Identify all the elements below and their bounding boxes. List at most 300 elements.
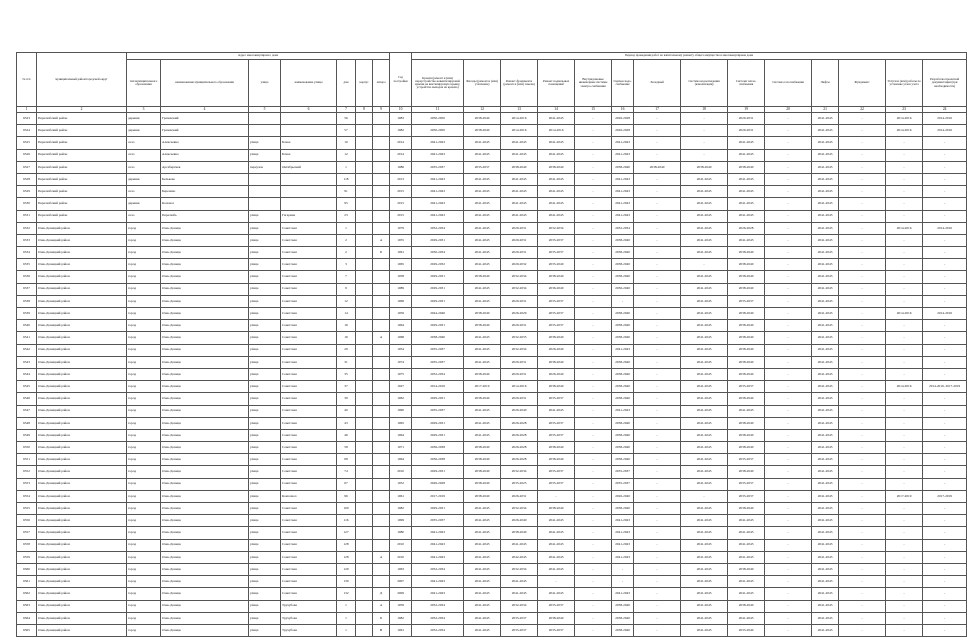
table-cell: Советская [281, 442, 337, 454]
table-cell: - [575, 283, 612, 295]
table-row [17, 551, 967, 563]
table-cell: 2041-2043 [728, 588, 765, 600]
table-cell: 2038-2040 [612, 393, 634, 405]
table-cell: 2038-2040 [538, 332, 575, 344]
table-cell: 2026-2028 [501, 417, 538, 429]
table-cell: Озек-Донецк [161, 417, 249, 429]
table-cell: - [886, 149, 923, 161]
table-cell: улица [249, 600, 281, 612]
table-cell: Озек-Донецкий район [37, 527, 127, 539]
table-cell: улица [249, 429, 281, 441]
table-cell: - [839, 405, 886, 417]
table-cell: 2010 [390, 466, 412, 478]
table-cell: 2017-2019 [886, 490, 923, 502]
table-cell: 6335 [17, 259, 37, 271]
table-cell: 2041-2043 [412, 137, 464, 149]
table-cell: Перелюбский район [37, 137, 127, 149]
table-cell: Озек-Донецкий район [37, 600, 127, 612]
column-number: 18 [681, 107, 728, 113]
table-cell: 2029-2031 [412, 417, 464, 429]
table-cell [373, 563, 390, 575]
table-row [17, 259, 967, 271]
table-cell: - [886, 454, 923, 466]
table-cell: 2026-2040 [501, 515, 538, 527]
table-cell: - [765, 588, 812, 600]
table-cell: - [923, 503, 967, 515]
table-cell: - [923, 442, 967, 454]
table-cell: город [127, 271, 161, 283]
table-cell: 2041-2043 [812, 588, 839, 600]
table-cell: Озек-Донецк [161, 247, 249, 259]
table-cell: - [634, 527, 681, 539]
table-cell: - [886, 503, 923, 515]
table-cell: Озек-Донецк [161, 551, 249, 563]
table-cell: улица [249, 308, 281, 320]
table-cell: 2035-2037 [501, 612, 538, 624]
table-cell: 2038-2040 [464, 320, 501, 332]
table-cell [356, 600, 373, 612]
table-cell: - [575, 186, 612, 198]
table-cell: 39 [337, 393, 356, 405]
table-cell: - [839, 161, 886, 173]
table-cell [356, 125, 373, 137]
table-cell: - [839, 466, 886, 478]
table-cell: - [839, 125, 886, 137]
table-cell: 2041-2043 [501, 210, 538, 222]
table-cell: 2041-2043 [812, 417, 839, 429]
table-cell: Алексеевка [161, 149, 249, 161]
table-cell: 2038-2040 [464, 466, 501, 478]
table-cell [373, 515, 390, 527]
table-cell: улица [249, 539, 281, 551]
table-cell: - [634, 234, 681, 246]
table-cell: - [839, 527, 886, 539]
table-cell: 2014-2016 [886, 222, 923, 234]
table-cell: Озек-Донецкий район [37, 563, 127, 575]
table-cell: улица [249, 405, 281, 417]
table-cell: 2035-2037 [538, 478, 575, 490]
table-cell [356, 429, 373, 441]
table-cell: 2041-2043 [464, 198, 501, 210]
table-cell: 2029-2031 [412, 393, 464, 405]
table-cell: - [886, 442, 923, 454]
table-cell: 2041-2043 [538, 527, 575, 539]
table-cell: 3 [337, 259, 356, 271]
table-cell: 2041-2043 [612, 186, 634, 198]
column-header: Год постройки [390, 53, 412, 107]
table-cell: 2035-2037 [728, 490, 765, 502]
table-cell: 2041-2043 [812, 356, 839, 368]
table-cell: - [839, 381, 886, 393]
table-cell: - [575, 563, 612, 575]
table-cell: 2041-2043 [412, 198, 464, 210]
column-number: 24 [923, 107, 967, 113]
table-cell: 2041-2043 [612, 198, 634, 210]
table-body [17, 107, 967, 637]
table-cell: 2029-2031 [412, 503, 464, 515]
table-cell: - [575, 588, 612, 600]
table-cell: - [839, 503, 886, 515]
table-cell: 2032-2034 [612, 222, 634, 234]
table-cell: 2026-2029 [501, 308, 538, 320]
table-cell: - [923, 466, 967, 478]
table-cell [373, 173, 390, 185]
table-cell: улица [249, 149, 281, 161]
table-cell: 1974 [390, 356, 412, 368]
table-cell: - [765, 478, 812, 490]
table-cell: 2035-2037 [538, 466, 575, 478]
table-cell: 68 [337, 454, 356, 466]
table-cell: Советская [281, 393, 337, 405]
column-header: дом [337, 60, 356, 107]
table-cell: город [127, 503, 161, 515]
table-cell: Д [373, 588, 390, 600]
table-cell: 2041-2043 [681, 563, 728, 575]
table-cell: Советская [281, 478, 337, 490]
table-cell: Советская [281, 405, 337, 417]
table-cell [356, 576, 373, 588]
table-cell: - [634, 612, 681, 624]
table-cell: 2041-2043 [538, 551, 575, 563]
table-cell: 2041-2043 [681, 210, 728, 222]
table-cell [356, 198, 373, 210]
table-cell: 2010 [390, 539, 412, 551]
table-cell: 2041-2043 [681, 393, 728, 405]
table-cell: 2013 [390, 173, 412, 185]
table-cell: 6353 [17, 478, 37, 490]
table-cell: 2038-2040 [612, 234, 634, 246]
table-cell: 2030-2034 [412, 247, 464, 259]
table-cell: 2041-2043 [412, 588, 464, 600]
table-cell: Перелюбский район [37, 198, 127, 210]
table-cell: - [765, 393, 812, 405]
table-cell: Озек-Донецкий район [37, 381, 127, 393]
table-cell: 2041-2043 [464, 612, 501, 624]
table-cell: - [886, 527, 923, 539]
table-cell: - [765, 381, 812, 393]
table-cell: Озек-Донецкий район [37, 405, 127, 417]
table-cell: - [575, 368, 612, 380]
table-cell: 2041-2043 [538, 515, 575, 527]
table-cell: Алексеевка [161, 137, 249, 149]
table-cell [373, 113, 390, 125]
table-cell: Перелюбский район [37, 149, 127, 161]
table-cell: - [765, 308, 812, 320]
table-cell: 1962 [390, 393, 412, 405]
table-cell [356, 113, 373, 125]
table-cell: - [575, 210, 612, 222]
table-cell: 2038-2040 [634, 161, 681, 173]
table-cell: город [127, 563, 161, 575]
table-cell: - [681, 259, 728, 271]
table-cell: 6329 [17, 186, 37, 198]
table-cell: - [886, 320, 923, 332]
table-cell: 2014-2016 [923, 125, 967, 137]
table-cell: город [127, 356, 161, 368]
table-cell: - [765, 320, 812, 332]
table-cell [373, 161, 390, 173]
table-cell [356, 210, 373, 222]
table-cell: 2032-2034 [412, 563, 464, 575]
table-cell: 2038-2040 [538, 356, 575, 368]
table-cell: - [634, 320, 681, 332]
table-cell: - [634, 125, 681, 137]
table-cell: - [923, 478, 967, 490]
table-cell: Озек-Донецкий район [37, 442, 127, 454]
table-cell [373, 539, 390, 551]
table-cell: 2032-2034 [501, 344, 538, 356]
table-cell: - [839, 454, 886, 466]
table-cell: 2029-2031 [412, 283, 464, 295]
table-cell: 2036-2040 [538, 283, 575, 295]
table-cell: 2032-2034 [501, 271, 538, 283]
table-cell: - [575, 417, 612, 429]
column-number: 6 [281, 107, 337, 113]
table-cell: 2041-2043 [612, 588, 634, 600]
table-cell: - [765, 503, 812, 515]
table-cell: 2041-2043 [412, 576, 464, 588]
column-number: 21 [812, 107, 839, 113]
table-cell: 2038-2040 [612, 454, 634, 466]
table-cell: - [612, 563, 634, 575]
table-cell: Озек-Донецк [161, 478, 249, 490]
table-cell: 2041-2043 [612, 173, 634, 185]
table-cell: Перелюбский район [37, 125, 127, 137]
table-cell: Озек-Донецк [161, 539, 249, 551]
table-cell: 2041-2043 [681, 247, 728, 259]
table-cell: Озек-Донецкий район [37, 466, 127, 478]
table-cell: 2041-2043 [464, 344, 501, 356]
table-cell: 2041-2043 [812, 600, 839, 612]
table-row [17, 405, 967, 417]
table-cell: 2010 [390, 551, 412, 563]
table-cell: Советская [281, 308, 337, 320]
table-cell: 1989 [390, 283, 412, 295]
table-cell: 2041-2043 [728, 405, 765, 417]
table-cell: 1958 [390, 271, 412, 283]
table-cell: 2026-2028 [501, 454, 538, 466]
table-cell: А [373, 600, 390, 612]
table-cell: - [612, 576, 634, 588]
table-cell: - [839, 515, 886, 527]
table-cell: Озек-Донецкий район [37, 222, 127, 234]
table-cell: 2041-2043 [812, 149, 839, 161]
table-cell: 2041-2043 [681, 551, 728, 563]
table-cell: улица [249, 563, 281, 575]
table-cell: 2041-2043 [464, 295, 501, 307]
table-cell: 2041-2043 [728, 527, 765, 539]
table-cell: - [575, 551, 612, 563]
table-cell: 2036-2040 [612, 283, 634, 295]
table-cell [356, 247, 373, 259]
column-number: 5 [249, 107, 281, 113]
table-cell: 1999 [390, 515, 412, 527]
table-cell: 2038-2040 [412, 332, 464, 344]
table-cell: 2038-2040 [728, 259, 765, 271]
table-cell: 6355 [17, 503, 37, 515]
table-cell: - [886, 283, 923, 295]
table-row [17, 283, 967, 295]
column-number: 15 [575, 107, 612, 113]
table-cell: 2041-2043 [464, 137, 501, 149]
table-cell: - [839, 308, 886, 320]
table-cell: 2041-2043 [501, 588, 538, 600]
table-cell: 2014 [390, 137, 412, 149]
table-cell: - [575, 490, 612, 502]
table-cell: 6339 [17, 308, 37, 320]
table-cell: Озек-Донецк [161, 222, 249, 234]
table-cell: - [634, 466, 681, 478]
table-cell: Озек-Донецкий район [37, 344, 127, 356]
table-cell: 31 [337, 356, 356, 368]
table-cell: 2029-2031 [501, 234, 538, 246]
table-cell [281, 186, 337, 198]
table-cell: 2035-2037 [538, 624, 575, 636]
table-cell [356, 551, 373, 563]
table-cell: Озек-Донецкий район [37, 393, 127, 405]
table-cell: 2041-2043 [538, 149, 575, 161]
table-cell: - [575, 234, 612, 246]
table-cell: улица [249, 503, 281, 515]
table-cell: 2041-2043 [812, 161, 839, 173]
table-cell: город [127, 308, 161, 320]
table-cell: - [575, 600, 612, 612]
table-cell: Озек-Донецк [161, 429, 249, 441]
table-cell: - [923, 356, 967, 368]
table-cell: 2035-2037 [612, 466, 634, 478]
table-cell [356, 515, 373, 527]
table-row [17, 417, 967, 429]
table-cell: 2035-2037 [538, 417, 575, 429]
column-header: Система водоотведения (канализации) [681, 60, 728, 107]
table-cell: 1959 [390, 600, 412, 612]
table-cell: 2041-2043 [681, 588, 728, 600]
table-cell: - [538, 576, 575, 588]
table-cell: - [886, 515, 923, 527]
table-cell: 2032-2034 [412, 222, 464, 234]
table-cell: - [886, 478, 923, 490]
column-header: тип муниципального образования [127, 60, 161, 107]
table-cell: город [127, 381, 161, 393]
table-row [17, 588, 967, 600]
table-cell: Советская [281, 417, 337, 429]
table-cell: 2041-2043 [812, 503, 839, 515]
table-cell: улица [249, 478, 281, 490]
table-cell [373, 271, 390, 283]
table-cell: 6358 [17, 539, 37, 551]
table-cell: 2029-2031 [412, 295, 464, 307]
table-cell: - [923, 186, 967, 198]
table-cell: - [634, 271, 681, 283]
table-cell: 1952 [390, 478, 412, 490]
table-cell: 6341 [17, 332, 37, 344]
table-cell: 2038-2040 [728, 442, 765, 454]
table-cell: улица [249, 137, 281, 149]
table-cell: 1 [337, 624, 356, 636]
table-cell: - [923, 454, 967, 466]
table-cell: 58 [337, 442, 356, 454]
table-cell [356, 466, 373, 478]
table-cell: город [127, 259, 161, 271]
table-cell: 2041-2043 [812, 295, 839, 307]
table-cell: 2041-2043 [812, 368, 839, 380]
table-cell: - [634, 405, 681, 417]
table-cell: 2041-2043 [812, 113, 839, 125]
table-cell: - [886, 356, 923, 368]
table-cell: - [765, 161, 812, 173]
table-cell: - [765, 332, 812, 344]
table-cell: А [373, 234, 390, 246]
table-cell: - [839, 539, 886, 551]
table-cell: - [839, 344, 886, 356]
table-cell: 2038-2040 [728, 283, 765, 295]
table-cell: - [923, 210, 967, 222]
table-row [17, 368, 967, 380]
table-cell: Озек-Донецк [161, 405, 249, 417]
table-cell: - [681, 490, 728, 502]
table-cell [356, 588, 373, 600]
table-cell: 12 [337, 149, 356, 161]
table-cell: 2035-2037 [728, 381, 765, 393]
table-cell: 2038-2040 [612, 429, 634, 441]
table-cell: 2041-2043 [681, 271, 728, 283]
table-cell: 1982 [390, 503, 412, 515]
table-cell: 6330 [17, 198, 37, 210]
table-cell: 2041-2043 [681, 454, 728, 466]
table-cell: - [634, 247, 681, 259]
table-cell: - [886, 344, 923, 356]
table-cell [373, 283, 390, 295]
table-cell: - [634, 381, 681, 393]
column-header: Фундамент [839, 60, 886, 107]
table-cell: - [575, 295, 612, 307]
table-cell: улица [249, 466, 281, 478]
table-cell: - [765, 563, 812, 575]
table-cell: - [886, 234, 923, 246]
table-cell: 2038-2040 [612, 624, 634, 636]
table-cell [249, 186, 281, 198]
table-cell: - [765, 210, 812, 222]
table-cell: 2038-2040 [728, 393, 765, 405]
table-cell: 2041-2043 [464, 332, 501, 344]
table-cell: 2029-2032 [501, 259, 538, 271]
table-cell: - [765, 149, 812, 161]
table-cell: 6338 [17, 295, 37, 307]
table-cell: 2041-2043 [728, 149, 765, 161]
table-cell: улица [249, 332, 281, 344]
table-cell: Озек-Донецк [161, 527, 249, 539]
table-cell: улица [249, 283, 281, 295]
table-cell: - [886, 612, 923, 624]
table-cell [356, 283, 373, 295]
table-cell: 2038-2040 [612, 308, 634, 320]
table-cell: - [765, 234, 812, 246]
table-cell: 2038-2040 [538, 442, 575, 454]
table-cell: 2035-2037 [412, 515, 464, 527]
table-cell: 2041-2043 [812, 320, 839, 332]
table-cell: улица [249, 515, 281, 527]
table-cell: - [923, 368, 967, 380]
table-cell: 2041-2043 [681, 515, 728, 527]
table-cell: 2041-2043 [812, 442, 839, 454]
table-cell: 2032-2034 [412, 368, 464, 380]
table-cell: город [127, 478, 161, 490]
table-cell [373, 259, 390, 271]
table-cell: Советская [281, 466, 337, 478]
table-cell: город [127, 576, 161, 588]
table-cell: 130 [337, 576, 356, 588]
table-cell [373, 368, 390, 380]
